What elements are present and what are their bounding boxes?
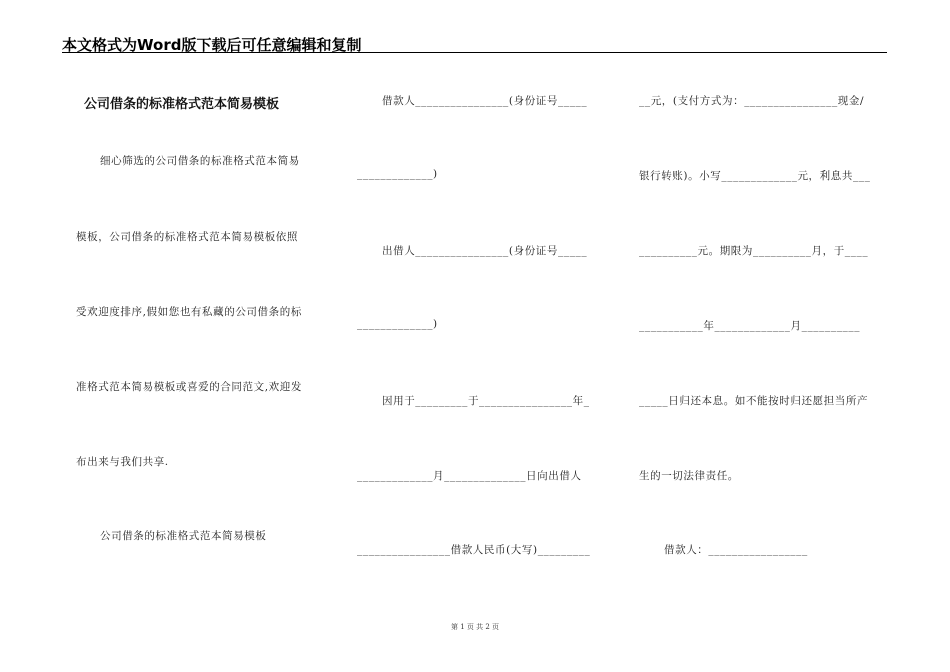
document-title: 公司借条的标准格式范本简易模板 <box>84 97 280 112</box>
col1-line-5: 布出来与我们共享. <box>76 456 169 468</box>
col1-line-4: 准格式范本简易模板或喜爱的合同范文,欢迎发 <box>76 381 302 393</box>
col1-line-1: 细心筛选的公司借条的标准格式范本简易 <box>100 155 300 167</box>
col2-line-5: 因用于_________于________________年_ <box>382 395 590 407</box>
col1-line-3: 受欢迎度排序,假如您也有私藏的公司借条的标 <box>76 306 302 318</box>
col3-line-6: 生的一切法律责任。 <box>639 470 739 482</box>
col3-line-1: __元，(支付方式为：________________现金/ <box>639 95 865 107</box>
document-header: 本文格式为Word版下载后可任意编辑和复制 <box>62 36 362 54</box>
col3-line-4: ___________年_____________月__________ <box>639 320 861 332</box>
col2-line-1: 借款人________________(身份证号_____ <box>382 95 588 107</box>
page-number: 第 1 页 共 2 页 <box>450 623 500 631</box>
col2-line-3: 出借人________________(身份证号_____ <box>382 245 588 257</box>
col3-line-7: 借款人：_________________ <box>664 544 808 556</box>
col2-line-4: _____________) <box>357 318 438 330</box>
col1-line-6: 公司借条的标准格式范本简易模板 <box>100 530 267 542</box>
col2-line-7: ________________借款人民币(大写)_________ <box>357 544 591 556</box>
col2-line-2: _____________) <box>357 168 438 180</box>
col1-line-2: 模板，公司借条的标准格式范本简易模板依照 <box>76 231 298 243</box>
col2-line-6: _____________月______________日向出借人 <box>357 470 582 482</box>
col3-line-5: _____日归还本息。如不能按时归还愿担当所产 <box>639 395 869 407</box>
col3-line-3: __________元。期限为__________月，于____ <box>639 245 869 257</box>
col3-line-2: 银行转账)。小写_____________元，利息共___ <box>639 170 871 182</box>
header-rule <box>62 52 887 53</box>
